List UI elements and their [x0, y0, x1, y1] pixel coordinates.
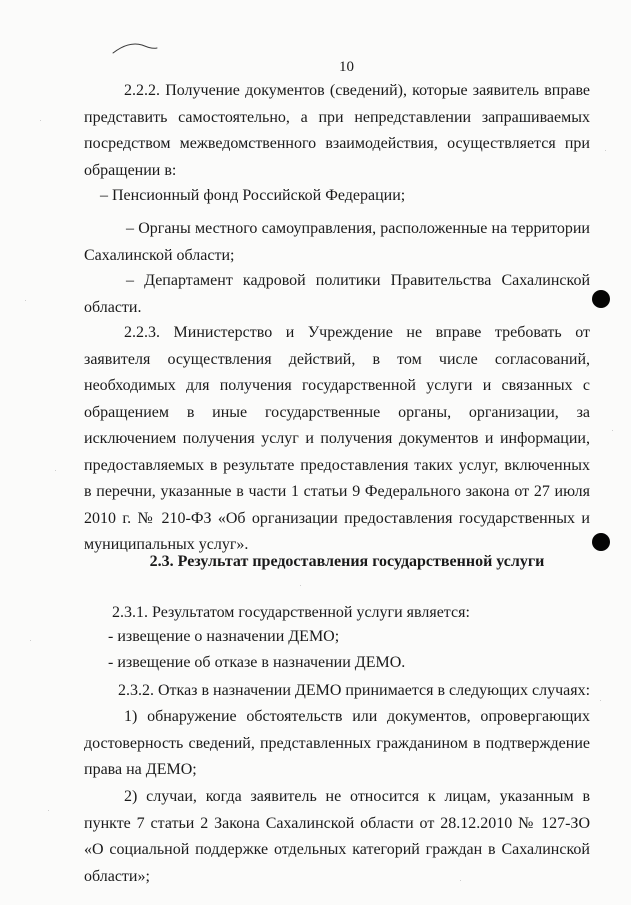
scan-speck [25, 300, 26, 301]
handwritten-mark [112, 40, 158, 56]
list-item: - извещение о назначении ДЕМО; [108, 628, 340, 645]
punch-hole [592, 533, 610, 551]
page-number: 10 [339, 59, 354, 75]
paragraph-2-2-3: 2.2.3. Министерство и Учреждение не вправе требовать от заявителя осуществления действий, в том числе согласований, необходимых для получения государственной услуги и связанных с обращением в иные государственные органы, организации, за исключением получения услуг и получения документов и информации, предоставляемых в результате предоставления таких услуг, включенных в перечни, указанные в части 1 статьи 9 Федерального закона от 27 июля 2010 г. № 210-ФЗ «Об организации предоставления государственных и муниципальных услуг». [84, 324, 590, 553]
scan-speck [55, 470, 56, 471]
scan-speck [605, 150, 606, 151]
list-item: – Органы местного самоуправления, расположенные на территории Сахалинской области; [84, 220, 590, 264]
scan-speck [48, 810, 49, 811]
list-item: – Пенсионный фонд Российской Федерации; [100, 187, 406, 204]
list-item: 2) случаи, когда заявитель не относится к лицам, указанным в пункте 7 статьи 2 Закона Сахалинской области от 28.12.2010 № 127-ЗО «О социальной поддержке отдельных категорий граждан в Сахалинской области»; [84, 788, 590, 885]
paragraph-2-2-2: 2.2.2. Получение документов (сведений), которые заявитель вправе представить самостоятельно, а при непредставлении запрашиваемых посредством межведомственного взаимодействия, осуществляется при обращении в: [84, 82, 590, 179]
section-heading-2-3: 2.3. Результат предоставления государственной услуги [149, 553, 545, 570]
scan-speck [300, 585, 301, 586]
paragraph-2-3-1: 2.3.1. Результатом государственной услуги является: [112, 604, 470, 621]
scan-speck [612, 430, 613, 431]
paragraph-2-3-2: 2.3.2. Отказ в назначении ДЕМО принимается в следующих случаях: [118, 682, 591, 699]
punch-hole [592, 290, 610, 308]
scan-speck [40, 120, 41, 121]
scan-speck [30, 640, 31, 641]
list-item: 1) обнаружение обстоятельств или документов, опровергающих достоверность сведений, представленных гражданином в подтверждение права на ДЕМО; [84, 708, 590, 778]
list-item: - извещение об отказе в назначении ДЕМО. [108, 654, 406, 671]
list-item: – Департамент кадровой политики Правительства Сахалинской области. [84, 272, 590, 316]
